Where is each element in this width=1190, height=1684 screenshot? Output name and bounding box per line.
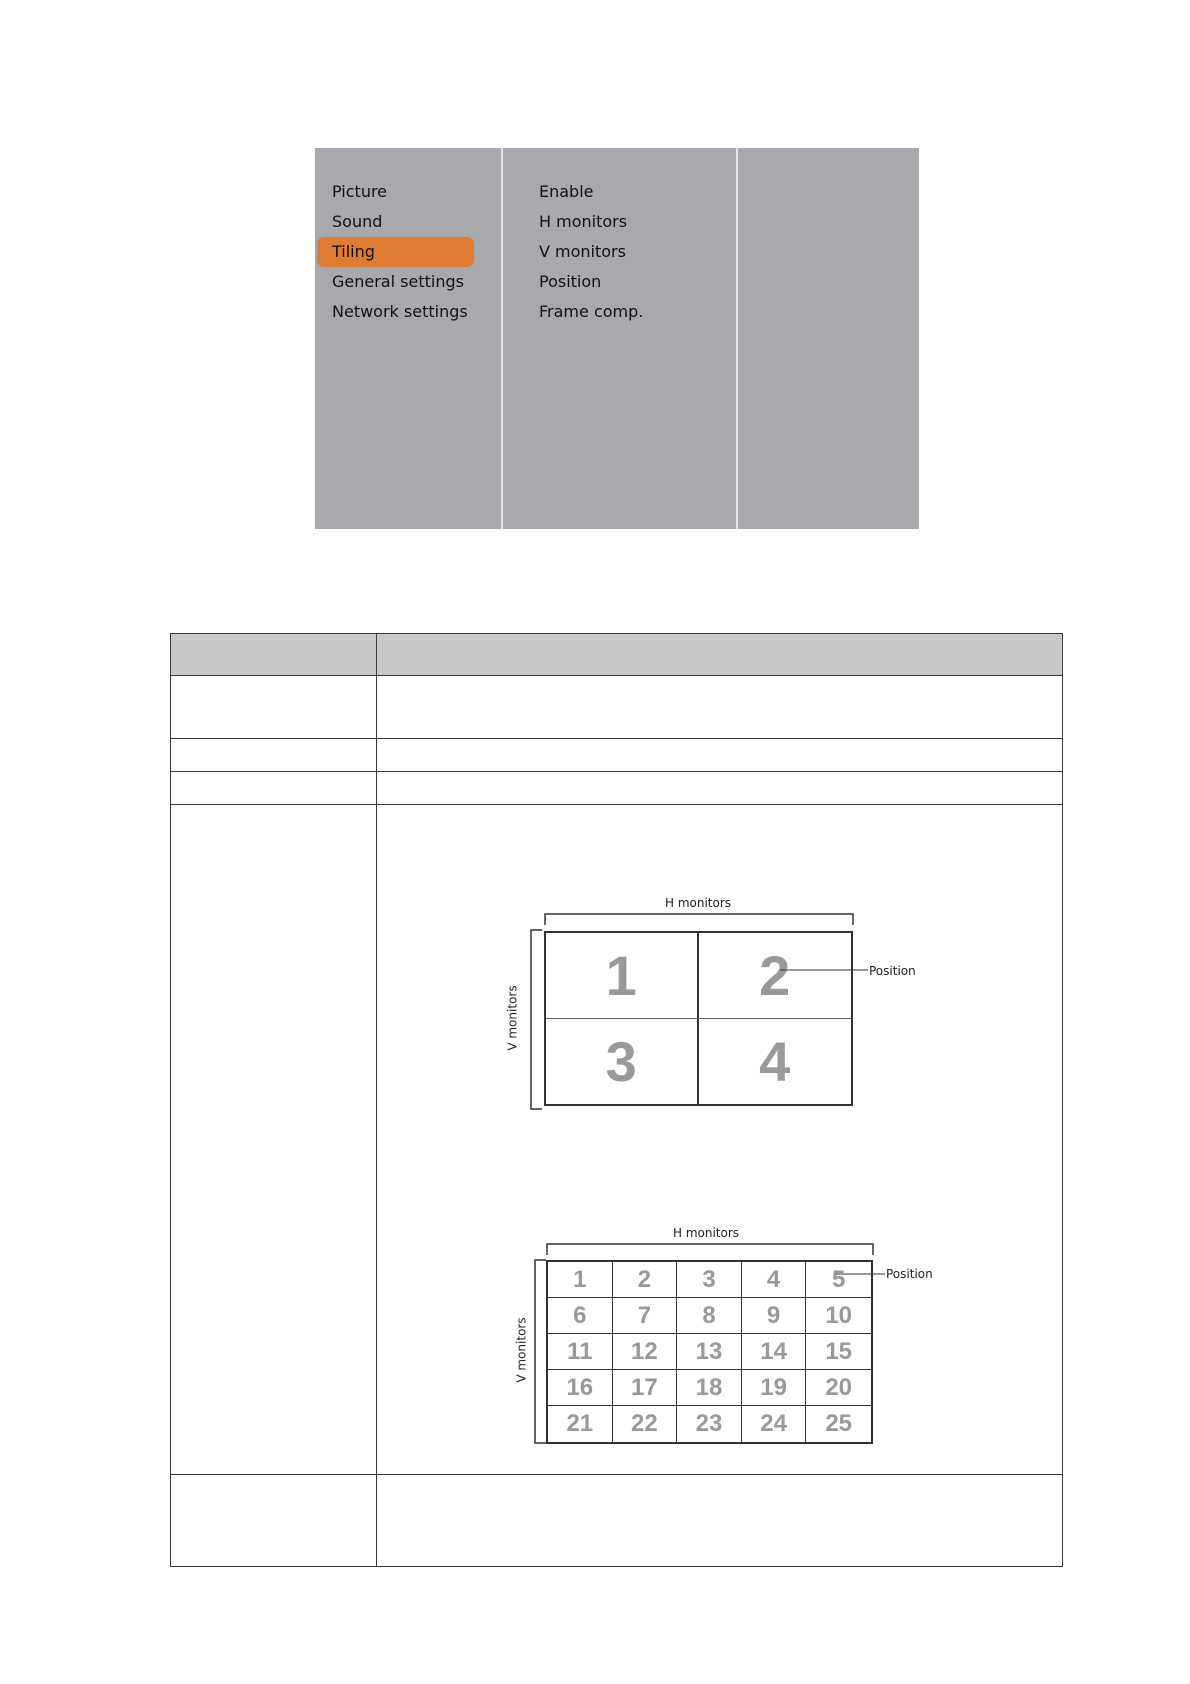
monitor-cell: 2 <box>613 1262 678 1298</box>
monitor-cell: 9 <box>742 1298 807 1334</box>
submenu-item-h-monitors[interactable]: H monitors <box>539 212 628 231</box>
v-monitors-bracket <box>529 929 543 1111</box>
monitor-cell: 21 <box>548 1406 613 1442</box>
osd-sub-menu <box>539 177 643 327</box>
menu-item-network-settings[interactable]: Network settings <box>332 302 468 321</box>
monitor-cell: 17 <box>613 1370 678 1406</box>
position-pointer-line <box>836 1272 886 1276</box>
monitor-cell: 3 <box>546 1019 699 1105</box>
submenu-item-position[interactable]: Position <box>539 272 602 291</box>
monitor-cell: 11 <box>548 1334 613 1370</box>
osd-divider <box>501 148 503 529</box>
h-monitors-label: H monitors <box>673 1226 740 1240</box>
monitor-cell: 8 <box>677 1298 742 1334</box>
osd-divider <box>736 148 738 529</box>
monitor-cell: 18 <box>677 1370 742 1406</box>
v-monitors-label: V monitors <box>514 1317 529 1383</box>
monitor-cell: 10 <box>806 1298 871 1334</box>
column-divider <box>376 634 377 1566</box>
menu-item-general-settings[interactable]: General settings <box>332 272 464 291</box>
monitor-cell: 5 <box>806 1262 871 1298</box>
monitor-cell: 15 <box>806 1334 871 1370</box>
monitor-cell: 13 <box>677 1334 742 1370</box>
menu-item-picture[interactable]: Picture <box>332 182 388 201</box>
osd-menu <box>315 148 919 529</box>
monitor-cell: 14 <box>742 1334 807 1370</box>
submenu-item-v-monitors[interactable]: V monitors <box>539 242 626 261</box>
monitor-cell: 3 <box>677 1262 742 1298</box>
v-monitors-label: V monitors <box>505 985 520 1051</box>
submenu-item-enable[interactable]: Enable <box>539 182 594 201</box>
monitor-cell: 25 <box>825 1410 853 1437</box>
monitor-cell: 1 <box>548 1262 613 1298</box>
position-label: Position <box>869 964 916 978</box>
v-monitors-bracket <box>533 1259 547 1445</box>
h-monitors-bracket <box>544 912 856 926</box>
monitor-cell: 23 <box>677 1406 742 1442</box>
monitor-cell: 16 <box>548 1370 613 1406</box>
osd-main-menu <box>317 177 474 327</box>
row-divider <box>171 738 1062 739</box>
position-label: Position <box>886 1267 933 1281</box>
row-divider <box>171 771 1062 772</box>
monitor-cell: 6 <box>548 1298 613 1334</box>
monitor-cell: 4 <box>759 1029 791 1093</box>
monitor-cell: 12 <box>613 1334 678 1370</box>
monitor-grid-2x2 <box>544 931 853 1106</box>
menu-item-sound[interactable]: Sound <box>332 212 383 231</box>
submenu-item-frame-comp[interactable]: Frame comp. <box>539 302 644 321</box>
monitor-cell: 4 <box>742 1262 807 1298</box>
row-divider <box>171 804 1062 805</box>
row-divider <box>171 675 1062 676</box>
monitor-cell: 20 <box>806 1370 871 1406</box>
menu-item-tiling[interactable]: Tiling <box>317 237 474 267</box>
monitor-cell: 24 <box>742 1406 807 1442</box>
monitor-cell: 7 <box>613 1298 678 1334</box>
position-pointer-line <box>780 968 870 972</box>
monitor-cell: 2 <box>699 933 852 1019</box>
monitor-cell: 22 <box>613 1406 678 1442</box>
h-monitors-label: H monitors <box>665 896 732 910</box>
table-header <box>171 634 1062 675</box>
monitor-cell: 19 <box>742 1370 807 1406</box>
monitor-cell: 1 <box>546 933 699 1019</box>
h-monitors-bracket <box>546 1242 876 1256</box>
row-divider <box>171 1474 1062 1475</box>
monitor-grid-5x5 <box>546 1260 873 1444</box>
